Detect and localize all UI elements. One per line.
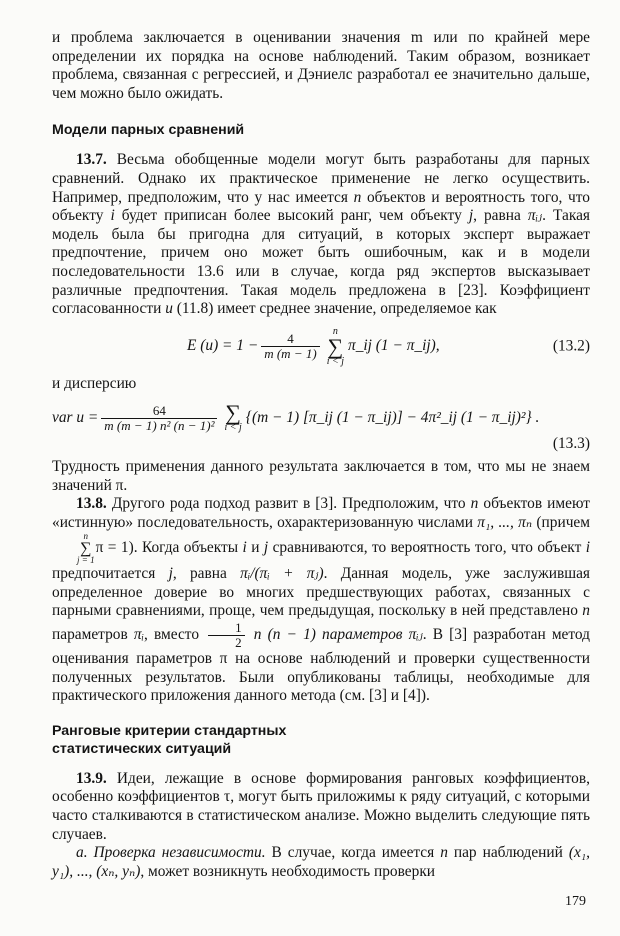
paragraph-difficulty: Трудность применения данного результата заключается в том, что мы не знаем значений π. bbox=[52, 457, 590, 494]
paragraph-13-9: 13.9. Идеи, лежащие в основе формирования ранговых коэффициентов, особенно коэффициентов τ, могут быть приложимы к ряду ситуаций, с которыми часто сталкиваются в статистическом анализе. Можно выделить следующие пять случаев. bbox=[52, 769, 590, 843]
paragraph-13-8: 13.8. Другого рода подход развит в [3]. Предположим, что n объектов имеют «истинную» последовательность, охарактеризованную числами π₁, ..., πₙ (причем n ∑ j = 1 π = 1). Когда объекты i и j сравниваются, то вероятность того, что объект i предпочитается j, равна πᵢ/(πᵢ + πⱼ). Данная модель, уже заслужившая определенное доверие во многих предшествующих работах, связанных с парными сравнениями, проще, чем предыдущая, поскольку в ней представлено n параметров πᵢ, вместо $\frac{1}{2}$ n (n − 1) параметров πᵢⱼ. В [3] разработан метод оценивания параметров π на основе наблюдений и проверки существенности полученных результатов. Были опубликованы таблицы, необходимые для практического приложения данного метода (см. [3] и [4]). bbox=[52, 495, 591, 705]
paragraph-intro: и проблема заключается в оценивании значения m или по крайней мере определении их порядка на основе наблюдений. Таким образом, возникает проблема, связанная с регрессией, и Дэниелс разработал ее значительно дальше, чем можно было ожидать. bbox=[52, 29, 590, 102]
sum-symbol: ∑ i < j bbox=[224, 400, 242, 434]
equation-13-3: var u = $\frac{64}{\text{m (m − 1) n² (n − 1)²}}$ ∑ i < j {(m − 1) [π_ij (1 − π_ij)] − 4π²_ij (1 − π_ij)²} . bbox=[52, 400, 540, 434]
paragraph-13-7: 13.7. Весьма обобщенные модели могут быть разработаны для парных сравнений. Однако их практическое применение не легко осуществить. Например, предположим, что у нас имеется n объектов и вероятность того, что объекту i будет приписан более высокий ранг, чем объекту j, равна πᵢⱼ. Такая модель была бы пригодна для ситуаций, в которых эксперт выражает предпочтение, причем оно может быть ошибочным, как и в модели последовательности 13.6 или в случае, когда ряд экспертов высказывает различные предпочтения. Такая модель предложена в [23]. Коэффициент согласованности u (11.8) имеет среднее значение, определяемое как bbox=[52, 151, 590, 318]
paragraph-independence-test: а. Проверка независимости. В случае, когда имеется n пар наблюдений (x₁, y₁), ..., (xₙ, yₙ), может возникнуть необходимость проверки bbox=[52, 844, 590, 880]
equation-number: (13.3) bbox=[552, 435, 590, 453]
fraction: $\frac{4}{m (m - 1)}$ bbox=[261, 332, 319, 361]
section-heading-pair-comparisons: Модели парных сравнений bbox=[52, 122, 245, 139]
page-number: 179 bbox=[565, 894, 586, 910]
sum-symbol: n ∑ j = 1 bbox=[77, 531, 95, 566]
fraction-half: $\frac{1}{2}$ bbox=[208, 621, 245, 650]
sum-symbol: n ∑ i < j bbox=[326, 325, 344, 367]
fraction: $\frac{64}{\text{m (m − 1) n² (n − 1)²}}$ bbox=[101, 404, 217, 433]
equation-number: (13.2) bbox=[552, 337, 590, 355]
section-heading-rank-criteria-line2: статистических ситуаций bbox=[52, 740, 232, 757]
paragraph-dispersion: и дисперсию bbox=[52, 374, 137, 392]
section-heading-rank-criteria: Ранговые критерии стандартных bbox=[52, 722, 287, 739]
equation-13-2: E (u) = 1 − $\frac{4}{m (m - 1)}$ n ∑ i < j π_ij (1 − π_ij), (13.2) bbox=[187, 325, 590, 367]
